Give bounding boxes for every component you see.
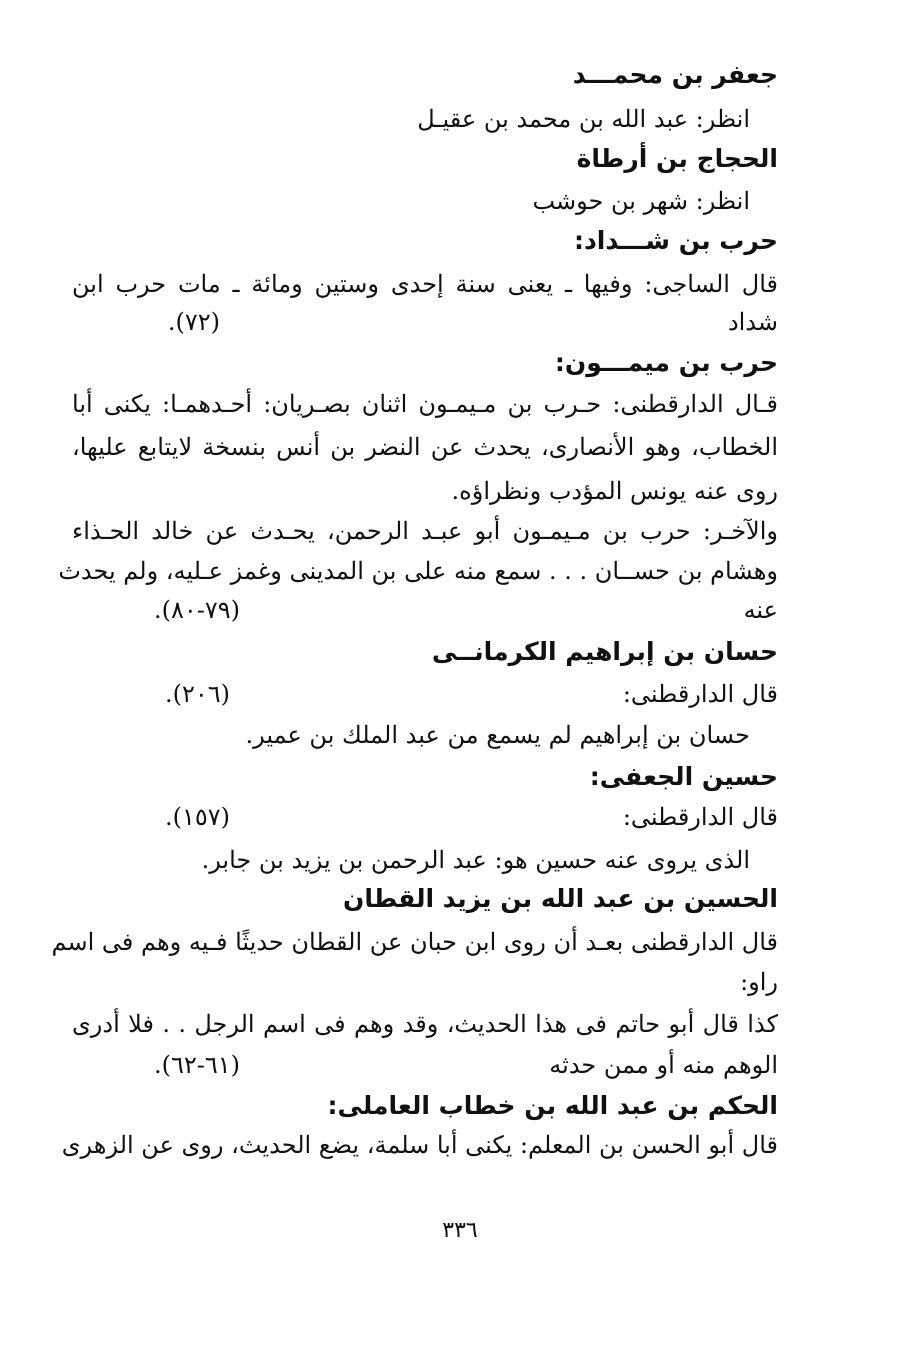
body-text: روى عنه يونس المؤدب ونظراؤه.: [451, 477, 778, 505]
body-text: شداد: [727, 308, 778, 336]
body-text: راو:: [740, 968, 778, 996]
entry-heading: جعفر بن محمـــد: [572, 60, 778, 89]
body-text: الذى يروى عنه حسين هو: عبد الرحمن بن يزيد بن جابر.: [201, 846, 750, 874]
body-text: قال الساجى: وفيها ـ يعنى سنة إحدى وستين ومائة ـ مات حرب ابن: [72, 270, 778, 298]
entry-heading: حسان بن إبراهيم الكرمانــى: [431, 637, 778, 666]
body-text: والآخـر: حرب بن مـيمـون أبو عبـد الرحمن، يحـدث عن خالد الحـذاء: [72, 517, 779, 545]
body-text: عنه: [743, 596, 778, 624]
citation-ref: (٧٩-٨٠).: [153, 596, 240, 624]
body-text: قال الدارقطنى:: [622, 680, 778, 708]
body-text: وهشام بن حســان . . . سمع منه على بن المدينى وغمز عـليه، ولم يحدث: [58, 557, 778, 585]
body-text: كذا قال أبو حاتم فى هذا الحديث، وقد وهم فى اسم الرجل . . فلا أدرى: [72, 1010, 778, 1038]
entry-heading: الحجاج بن أرطاة: [576, 144, 778, 173]
body-text: قال أبو الحسن بن المعلم: يكنى أبا سلمة، يضع الحديث، روى عن الزهرى: [61, 1131, 778, 1159]
citation-ref: (٢٠٦).: [164, 680, 230, 708]
citation-ref: (٧٢).: [167, 308, 220, 336]
body-text: قال الدارقطنى:: [622, 803, 778, 831]
page-number: ٣٣٦: [442, 1218, 478, 1243]
entry-heading: الحكم بن عبد الله بن خطاب العاملى:: [327, 1091, 778, 1120]
body-text: قال الدارقطنى بعـد أن روى ابن حبان عن القطان حديثًا فـيه وهم فى اسم: [51, 928, 778, 956]
entry-heading: الحسين بن عبد الله بن يزيد القطان: [343, 884, 778, 913]
body-text: قـال الدارقطنى: حـرب بن مـيمـون اثنان بصـريان: أحـدهمـا: يكنى أبا: [72, 390, 778, 418]
cross-reference: انظر: عبد الله بن محمد بن عقيـل: [417, 105, 750, 133]
entry-heading: حرب بن شـــداد:: [573, 226, 778, 255]
entry-heading: حرب بن ميمـــون:: [554, 348, 778, 377]
body-text: الخطاب، وهو الأنصارى، يحدث عن النضر بن أنس بنسخة لايتابع عليها،: [72, 433, 778, 461]
body-text: حسان بن إبراهيم لم يسمع من عبد الملك بن عمير.: [245, 721, 750, 749]
body-text: الوهم منه أو ممن حدثه: [549, 1051, 778, 1079]
citation-ref: (١٥٧).: [164, 803, 230, 831]
cross-reference: انظر: شهر بن حوشب: [532, 187, 750, 215]
entry-heading: حسين الجعفى:: [589, 762, 778, 791]
citation-ref: (٦١-٦٢).: [153, 1051, 240, 1079]
